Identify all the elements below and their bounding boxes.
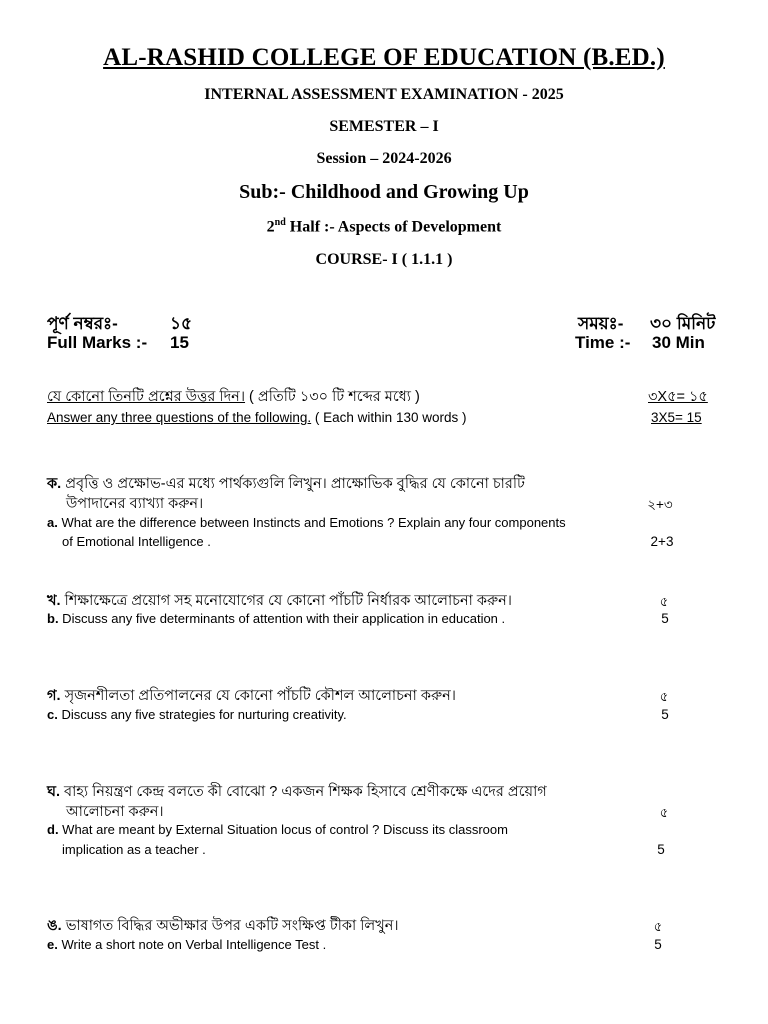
question-a-en-label: a. (47, 515, 58, 530)
time-bn-label: সময়ঃ- (578, 314, 624, 333)
question-e-en-label: e. (47, 937, 58, 952)
half-label (0, 217, 768, 236)
half-number: 2 (266, 218, 275, 236)
question-e-bn-line1 (47, 915, 399, 939)
semester-label: SEMESTER – I (329, 118, 439, 135)
instruction-en (47, 410, 466, 425)
question-b-en-line1 (47, 611, 505, 626)
full-marks-en-value: 15 (170, 333, 189, 352)
question-d-en-marks: 5 (657, 842, 665, 857)
instruction-en-main: Answer any three questions of the following. (47, 410, 312, 425)
question-d-en-text1: What are meant by External Situation locus of control ? Discuss its classroom (58, 822, 508, 837)
question-d-en-line1 (47, 822, 508, 837)
instruction-bn-note: ( প্রতিটি ১৩০ টি শব্দের মধ্যে ) (245, 389, 420, 405)
question-c-en-label: c. (47, 707, 58, 722)
full-marks-bn-label: পূর্ণ নম্বরঃ- (47, 314, 118, 333)
question-a-en-marks: 2+3 (650, 534, 674, 549)
question-e-bn-text1: ভাষাগত বিদ্ধির অভীক্ষার উপর একটি সংক্ষিপ্ত টীকা লিখুন। (61, 918, 399, 934)
question-d-bn-line2: আলোচনা করুন। (66, 804, 164, 820)
question-b-bn-label: খ. (47, 593, 61, 609)
question-e-en-line1 (47, 937, 326, 952)
question-c-bn-line1 (47, 685, 456, 709)
college-title: AL-RASHID COLLEGE OF EDUCATION (B.ED.) (103, 44, 665, 71)
time-en-value: 30 Min (652, 333, 705, 352)
question-a-en-line1 (47, 515, 566, 530)
question-d-en-line2: implication as a teacher . (62, 842, 206, 857)
instruction-bn (47, 386, 420, 410)
question-a-bn-label: ক. (47, 476, 62, 492)
question-d-bn-marks: ৫ (659, 805, 669, 820)
time-bn-value: ৩০ মিনিট (650, 314, 716, 333)
question-c-bn-marks: ৫ (659, 689, 669, 704)
time-en-label: Time :- (575, 333, 631, 352)
question-c-en-marks: 5 (661, 707, 669, 722)
subject-label: Sub:- Childhood and Growing Up (239, 181, 529, 203)
full-marks-bn-value: ১৫ (170, 314, 193, 333)
question-b-en-marks: 5 (661, 611, 669, 626)
half-text: Half :- Aspects of Development (285, 218, 502, 236)
question-c-en-line1 (47, 707, 347, 722)
question-e-bn-label: ঙ. (47, 918, 62, 934)
instruction-bn-main: যে কোনো তিনটি প্রশ্নের উত্তর দিন। (47, 389, 246, 405)
full-marks-en-label: Full Marks :- (47, 333, 148, 352)
exam-title: INTERNAL ASSESSMENT EXAMINATION - 2025 (204, 86, 564, 103)
question-a-bn-marks: ২+৩ (647, 497, 673, 512)
instruction-bn-marks: ৩X৫= ১৫ (648, 389, 708, 405)
question-c-bn-text1: সৃজনশীলতা প্রতিপালনের যে কোনো পাঁচটি কৌশল আলোচনা করুন। (60, 688, 456, 704)
question-a-bn-line2: উপাদানের ব্যাখ্যা করুন। (66, 496, 204, 512)
question-e-bn-marks: ৫ (653, 919, 663, 934)
question-a-bn-text1: প্রবৃত্তি ও প্রক্ষোভ-এর মধ্যে পার্থক্যগুলি লিখুন। প্রাক্ষোভিক বুদ্ধির যে কোনো চারটি (61, 476, 525, 492)
question-b-en-label: b. (47, 611, 59, 626)
instruction-en-marks: 3X5= 15 (651, 410, 702, 425)
question-b-bn-marks: ৫ (659, 594, 669, 609)
question-c-bn-label: গ. (47, 688, 61, 704)
question-d-en-label: d. (47, 822, 59, 837)
course-label: COURSE- I ( 1.1.1 ) (315, 251, 453, 268)
question-e-en-marks: 5 (654, 937, 662, 952)
instruction-en-note: ( Each within 130 words ) (311, 410, 467, 425)
question-a-en-line2: of Emotional Intelligence . (62, 534, 211, 549)
half-ordinal: nd (274, 217, 286, 228)
question-d-bn-text1: বাহ্য নিয়ন্ত্রণ কেন্দ্র বলতে কী বোঝো ? একজন শিক্ষক হিসাবে শ্রেণীকক্ষে এদের প্রয়োগ (60, 784, 547, 800)
question-e-en-text1: Write a short note on Verbal Intelligence Test . (57, 937, 327, 952)
question-b-bn-text1: শিক্ষাক্ষেত্রে প্রয়োগ সহ মনোযোগের যে কোনো পাঁচটি নির্ধারক আলোচনা করুন। (60, 593, 512, 609)
session-label: Session – 2024-2026 (316, 150, 452, 167)
question-d-bn-label: ঘ. (47, 784, 60, 800)
question-c-en-text1: Discuss any five strategies for nurturing creativity. (57, 707, 347, 722)
question-a-en-text1: What are the difference between Instincts and Emotions ? Explain any four components (57, 515, 566, 530)
question-b-en-text1: Discuss any five determinants of attention with their application in education . (58, 611, 506, 626)
